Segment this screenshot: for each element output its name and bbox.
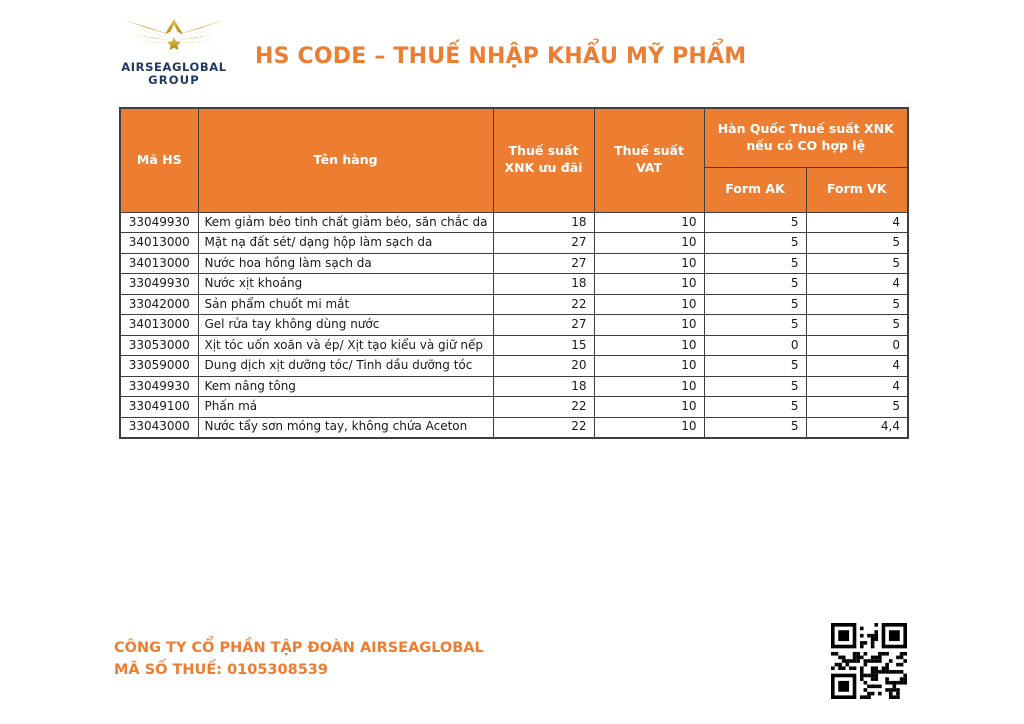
cell-thue-vat: 10 (594, 274, 704, 295)
cell-ten-hang: Nước hoa hồng làm sạch da (198, 253, 493, 274)
table-row (120, 417, 908, 438)
cell-form-vk: 5 (806, 397, 908, 418)
cell-ma-hs: 34013000 (120, 233, 198, 254)
cell-ma-hs: 33049930 (120, 274, 198, 295)
header-han-quoc-co: Hàn Quốc Thuế suất XNK nếu có CO hợp lệ (704, 108, 908, 167)
table-row (120, 212, 908, 233)
cell-thue-xnk: 27 (493, 253, 594, 274)
cell-thue-vat: 10 (594, 335, 704, 356)
cell-thue-vat: 10 (594, 212, 704, 233)
cell-form-vk: 5 (806, 294, 908, 315)
cell-thue-xnk: 15 (493, 335, 594, 356)
cell-ten-hang: Nước tẩy sơn móng tay, không chứa Aceton (198, 417, 493, 438)
cell-ma-hs: 33042000 (120, 294, 198, 315)
page-title: HS CODE – THUẾ NHẬP KHẨU MỸ PHẨM (255, 44, 747, 69)
table-row (120, 253, 908, 274)
header-thue-suat-xnk: Thuế suất XNK ưu đãi (493, 108, 594, 212)
header-form-vk: Form VK (806, 167, 908, 212)
table-row (120, 294, 908, 315)
table-body (120, 212, 908, 438)
cell-thue-xnk: 22 (493, 294, 594, 315)
cell-form-ak: 5 (704, 376, 806, 397)
cell-ma-hs: 33053000 (120, 335, 198, 356)
cell-form-ak: 5 (704, 274, 806, 295)
cell-form-vk: 0 (806, 335, 908, 356)
cell-thue-vat: 10 (594, 315, 704, 336)
cell-form-vk: 4 (806, 274, 908, 295)
logo-text-airseaglobal: AIRSEAGLOBAL (121, 60, 227, 74)
cell-thue-xnk: 18 (493, 376, 594, 397)
table-row (120, 274, 908, 295)
cell-form-ak: 5 (704, 212, 806, 233)
header-thue-suat-vat: Thuế suất VAT (594, 108, 704, 212)
cell-form-vk: 5 (806, 315, 908, 336)
cell-form-vk: 4 (806, 356, 908, 377)
cell-thue-vat: 10 (594, 417, 704, 438)
table-row (120, 397, 908, 418)
cell-thue-vat: 10 (594, 376, 704, 397)
cell-ma-hs: 33059000 (120, 356, 198, 377)
cell-ma-hs: 34013000 (120, 315, 198, 336)
cell-form-vk: 5 (806, 253, 908, 274)
cell-form-ak: 5 (704, 356, 806, 377)
company-logo (116, 14, 232, 88)
cell-form-ak: 0 (704, 335, 806, 356)
cell-ten-hang: Kem nâng tông (198, 376, 493, 397)
cell-thue-vat: 10 (594, 294, 704, 315)
table-row (120, 376, 908, 397)
cell-thue-xnk: 22 (493, 397, 594, 418)
cell-form-ak: 5 (704, 294, 806, 315)
footer-company-name: CÔNG TY CỔ PHẦN TẬP ĐOÀN AIRSEAGLOBAL (114, 640, 484, 656)
cell-form-ak: 5 (704, 315, 806, 336)
eagle-star-icon (116, 14, 232, 60)
cell-ten-hang: Sản phẩm chuốt mi mắt (198, 294, 493, 315)
cell-thue-xnk: 20 (493, 356, 594, 377)
cell-ten-hang: Gel rửa tay không dùng nước (198, 315, 493, 336)
hs-code-tax-table (119, 107, 909, 439)
cell-thue-vat: 10 (594, 397, 704, 418)
cell-form-ak: 5 (704, 233, 806, 254)
qr-code (831, 623, 907, 699)
cell-thue-vat: 10 (594, 233, 704, 254)
cell-ten-hang: Xịt tóc uốn xoăn và ép/ Xịt tạo kiểu và giữ nếp (198, 335, 493, 356)
cell-ten-hang: Mặt nạ đất sét/ dạng hộp làm sạch da (198, 233, 493, 254)
cell-thue-xnk: 27 (493, 315, 594, 336)
cell-form-vk: 4 (806, 212, 908, 233)
cell-ma-hs: 34013000 (120, 253, 198, 274)
cell-ma-hs: 33043000 (120, 417, 198, 438)
cell-form-vk: 5 (806, 233, 908, 254)
cell-ma-hs: 33049930 (120, 376, 198, 397)
cell-ten-hang: Kem giảm béo tinh chất giảm béo, săn chắc da (198, 212, 493, 233)
cell-form-ak: 5 (704, 417, 806, 438)
cell-ten-hang: Dung dịch xịt dưỡng tóc/ Tinh dầu dưỡng tóc (198, 356, 493, 377)
cell-thue-xnk: 18 (493, 212, 594, 233)
header-ten-hang: Tên hàng (198, 108, 493, 212)
cell-ten-hang: Nước xịt khoáng (198, 274, 493, 295)
footer (114, 637, 484, 682)
cell-form-ak: 5 (704, 253, 806, 274)
table-row (120, 335, 908, 356)
cell-thue-xnk: 18 (493, 274, 594, 295)
cell-form-vk: 4 (806, 376, 908, 397)
logo-text-group: GROUP (148, 73, 200, 88)
table-row (120, 356, 908, 377)
table-row (120, 233, 908, 254)
cell-ma-hs: 33049100 (120, 397, 198, 418)
cell-ten-hang: Phấn má (198, 397, 493, 418)
table-row (120, 315, 908, 336)
cell-thue-xnk: 22 (493, 417, 594, 438)
cell-thue-vat: 10 (594, 356, 704, 377)
table-header (120, 108, 908, 212)
footer-tax-id: MÃ SỐ THUẾ: 0105308539 (114, 662, 328, 679)
header-form-ak: Form AK (704, 167, 806, 212)
cell-thue-vat: 10 (594, 253, 704, 274)
cell-thue-xnk: 27 (493, 233, 594, 254)
cell-form-ak: 5 (704, 397, 806, 418)
header-ma-hs: Mã HS (120, 108, 198, 212)
cell-form-vk: 4,4 (806, 417, 908, 438)
cell-ma-hs: 33049930 (120, 212, 198, 233)
